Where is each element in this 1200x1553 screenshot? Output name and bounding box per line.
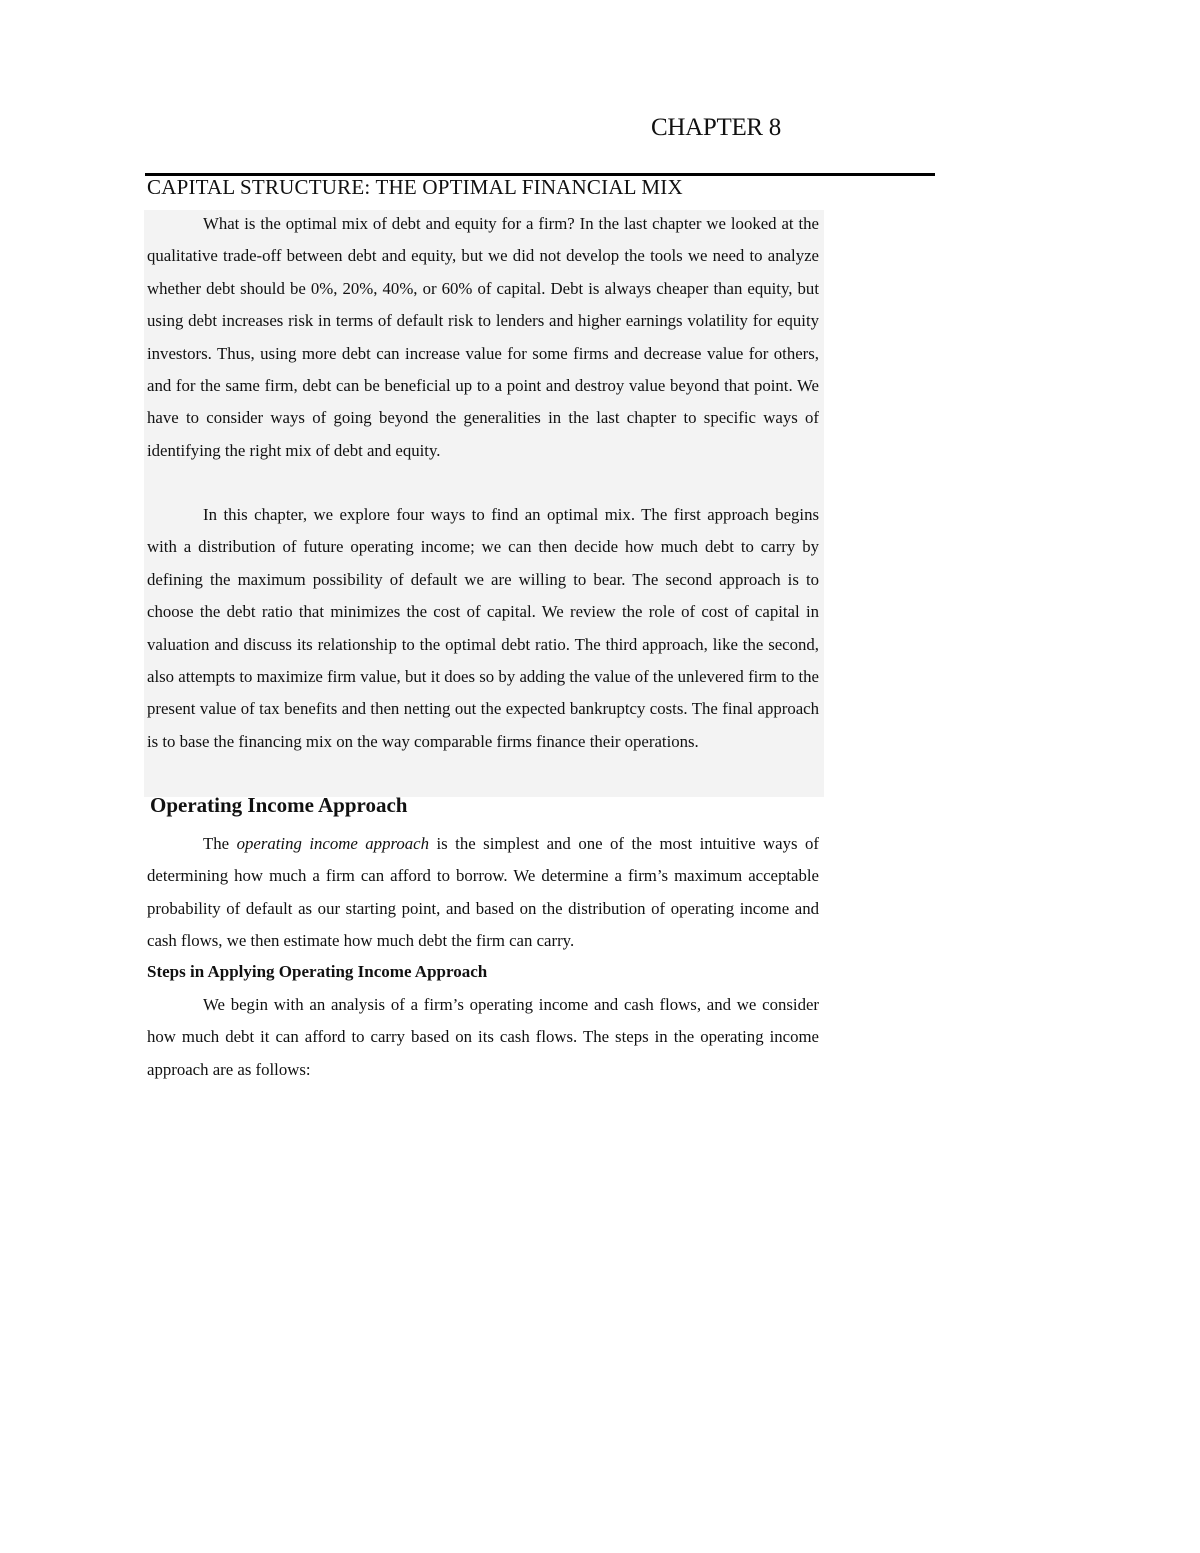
- subheading-steps: Steps in Applying Operating Income Approach: [147, 962, 488, 981]
- chapter-title: CAPITAL STRUCTURE: THE OPTIMAL FINANCIAL MIX: [147, 175, 683, 199]
- intro-paragraph-2: In this chapter, we explore four ways to find an optimal mix. The first approach begins with a distribution of future operating income; we can then decide how much debt to carry by defining the maximum possibility of default we are willing to bear. The second approach is to choose the debt ratio that minimizes the cost of capital. We review the role of cost of capital in valuation and discuss its relationship to the optimal debt ratio. The third approach, like the second, also attempts to maximize firm value, but it does so by adding the value of the unlevered firm to the present value of tax benefits and then netting out the expected bankruptcy costs. The final approach is to base the financing mix on the way comparable firms finance their operations.: [147, 505, 819, 751]
- steps-paragraph: We begin with an analysis of a firm’s operating income and cash flows, and we consider how much debt it can afford to carry based on its cash flows. The steps in the operating income approach are as follows:: [147, 995, 819, 1079]
- chapter-number: CHAPTER 8: [651, 114, 781, 141]
- emphasized-term: operating income approach: [236, 834, 429, 853]
- operating-income-paragraph: [147, 828, 819, 958]
- paragraph-body-text: is the simplest and one of the most intuitive ways of determining how much a firm can afford to borrow. We determine a firm’s maximum acceptable probability of default as our starting point, and based on the distribution of operating income and cash flows, we then estimate how much debt the firm can carry.: [147, 834, 819, 951]
- section-heading-operating-income: Operating Income Approach: [150, 793, 408, 817]
- paragraph-lead-text: The: [203, 834, 237, 853]
- intro-paragraph-1: What is the optimal mix of debt and equity for a firm? In the last chapter we looked at the qualitative trade-off between debt and equity, but we did not develop the tools we need to analyze whether debt should be 0%, 20%, 40%, or 60% of capital. Debt is always cheaper than equity, but using debt increases risk in terms of default risk to lenders and higher earnings volatility for equity investors. Thus, using more debt can increase value for some firms and decrease value for others, and for the same firm, debt can be beneficial up to a point and destroy value beyond that point. We have to consider ways of going beyond the generalities in the last chapter to specific ways of identifying the right mix of debt and equity.: [147, 214, 819, 460]
